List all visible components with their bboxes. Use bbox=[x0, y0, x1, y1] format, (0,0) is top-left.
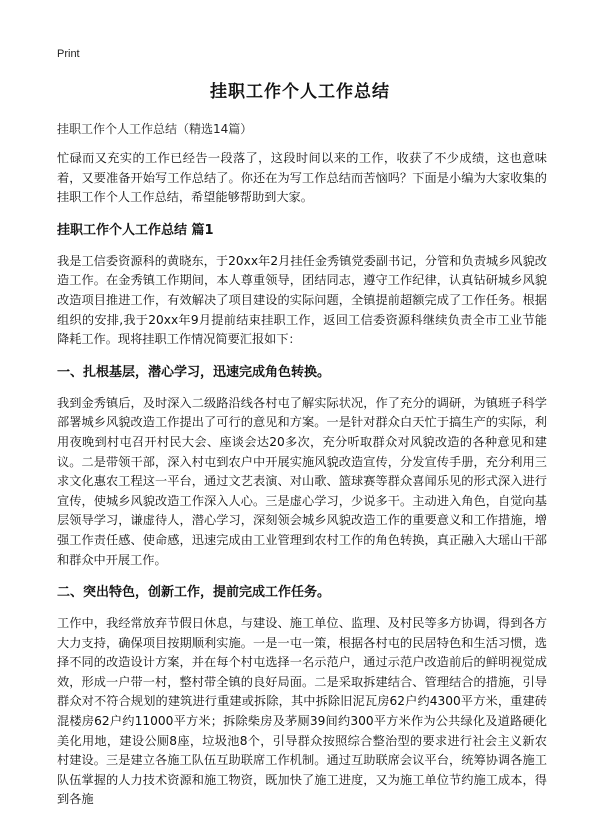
intro-paragraph: 忙碌而又充实的工作已经告一段落了，这段时间以来的工作，收获了不少成绩，这也意味着，又要准备开始写工作总结了。你还在为写工作总结而苦恼吗？下面是小编为大家收集的挂职工作个人工作总结，希望能够帮助到大家。 bbox=[57, 151, 547, 205]
body-paragraph-3: 工作中，我经常放弃节假日休息，与建设、施工单位、监理、及村民等多方协调，得到各方大力支持，确保项目按期顺利实施。一是一屯一策，根据各村屯的民居特色和生活习惯，选择不同的改造设计方案，并在每个村屯选择一名示范户，通过示范户改造前后的鲜明视觉成效，形成一户带一村，整村带全镇的良好局面。二是采取拆建结合、管理结合的措施，引导群众对不符合规划的建筑进行重建或拆除，其中拆除旧泥瓦房62户约4300平方米，重建砖混楼房62户约11000平方米；拆除柴房及茅厕39间约300平方米作为公共绿化及道路硬化美化用地，建设公厕8座，垃圾池8个，引导群众按照综合整治型的要求进行社会主义新农村建设。三是建立各施工队伍互助联席工作机制。通过互助联席会议平台，统筹协调各施工队伍掌握的人力技术资源和施工物资，既加快了施工进度，又为施工单位节约施工成本，得到各施 bbox=[57, 616, 547, 807]
subsection-heading-2: 二、突出特色，创新工作，提前完成工作任务。 bbox=[57, 585, 331, 601]
print-label: Print bbox=[57, 48, 80, 60]
document-body bbox=[57, 149, 547, 823]
page-subtitle: 挂职工作个人工作总结（精选14篇） bbox=[57, 122, 253, 136]
body-paragraph-2: 我到金秀镇后，及时深入二级路沿线各村屯了解实际状况，作了充分的调研，为镇班子科学部署城乡风貌改造工作提出了可行的意见和方案。一是针对群众白天忙于搞生产的实际，利用夜晚到村屯召开村民大会、座谈会达20多次，充分听取群众对风貌改造的各种意见和建议。二是带领干部，深入村屯到农户中开展实施风貌改造宣传，分发宣传手册，充分利用三求文化惠农工程这一平台，通过文艺表演、对山歌、篮球赛等群众喜闻乐见的形式深入进行宣传，使城乡风貌改造工作深入人心。三是虚心学习，少说多干。主动进入角色，自觉向基层领导学习，谦虚待人，潜心学习，深刻领会城乡风貌改造工作的重要意义和工作措施，增强工作责任感、使命感，迅速完成由工业管理到农村工作的角色转换，真正融入大瑶山干部和群众中开展工作。 bbox=[57, 395, 547, 567]
page-title: 挂职工作个人工作总结 bbox=[210, 82, 390, 102]
body-paragraph-1: 我是工信委资源科的黄晓东，于20xx年2月挂任金秀镇党委副书记，分管和负责城乡风貌改造工作。在金秀镇工作期间，本人尊重领导，团结同志，遵守工作纪律，认真钻研城乡风貌改造项目推进工作，有效解决了项目建设的实际问题，全镇提前超额完成了工作任务。根据组织的安排,我于20xx年9月提前结束挂职工作，返回工信委资源科继续负责全市工业节能降耗工作。现将挂职工作情况简要汇报如下： bbox=[57, 253, 547, 347]
section-heading: 挂职工作个人工作总结 篇1 bbox=[57, 222, 214, 238]
subsection-heading-1: 一、扎根基层，潜心学习，迅速完成角色转换。 bbox=[57, 364, 331, 380]
